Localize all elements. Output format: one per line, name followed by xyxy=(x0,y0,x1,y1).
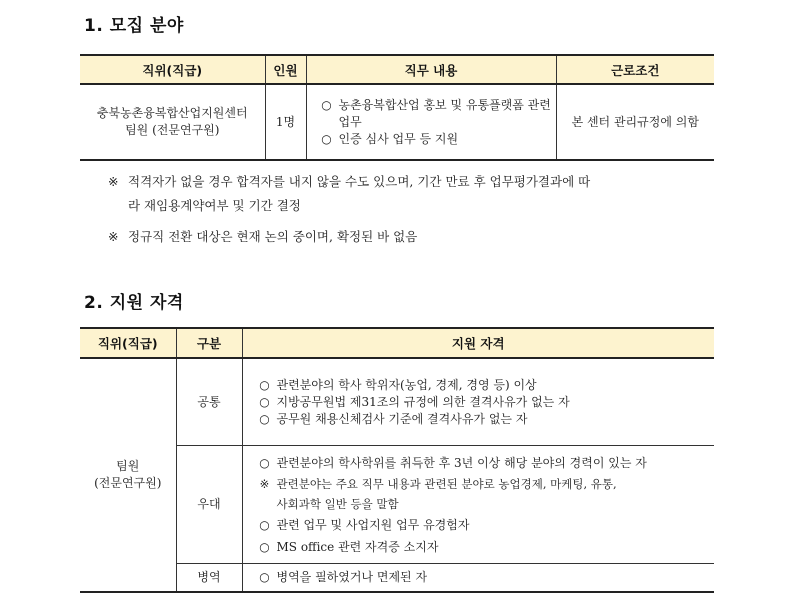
category-military: 병역 xyxy=(176,564,242,593)
header-position: 직위(직급) xyxy=(80,328,176,358)
position-subtitle: (전문연구원) xyxy=(94,476,162,490)
header-category: 구분 xyxy=(176,328,242,358)
military-items-cell xyxy=(242,564,714,593)
circle-bullet-icon: ○ xyxy=(259,570,270,584)
table-row xyxy=(80,84,714,160)
list-item: ○ 관련분야의 학사 학위자(농업, 경제, 경영 등) 이상 xyxy=(257,377,715,394)
count-cell: 1명 xyxy=(265,84,306,160)
position-title: 팀원 (전문연구원) xyxy=(125,123,220,137)
list-item: ○ MS office 관련 자격증 소지자 xyxy=(257,536,715,558)
recruitment-table xyxy=(80,54,714,161)
section-2-title: 2. 지원 자격 xyxy=(84,293,184,313)
table-header-row xyxy=(80,55,714,84)
position-org: 충북농촌융복합산업지원센터 xyxy=(96,106,248,120)
preferred-items-cell xyxy=(242,446,714,564)
reference-mark-icon: ※ xyxy=(259,476,270,491)
position-cell xyxy=(80,84,265,160)
circle-bullet-icon: ○ xyxy=(259,455,270,470)
category-preferred: 우대 xyxy=(176,446,242,564)
circle-bullet-icon: ○ xyxy=(259,517,270,532)
circle-bullet-icon: ○ xyxy=(259,394,270,409)
qualification-table xyxy=(80,327,714,593)
conditions-cell: 본 센터 관리규정에 의함 xyxy=(556,84,714,160)
circle-bullet-icon: ○ xyxy=(259,411,270,426)
section-1-title: 1. 모집 분야 xyxy=(84,16,184,36)
duty-item: ○ 인증 심사 업무 등 지원 xyxy=(319,131,556,148)
list-item: ○ 관련 업무 및 사업지원 업무 유경험자 xyxy=(257,514,715,536)
category-common: 공통 xyxy=(176,358,242,446)
header-count: 인원 xyxy=(265,55,306,84)
list-item: ※ 관련분야는 주요 직무 내용과 관련된 분야로 농업경제, 마케팅, 유통, 사회과학 일반 등을 말함 xyxy=(257,474,715,514)
note-2: ※ 정규직 전환 대상은 현재 논의 중이며, 확정된 바 없음 xyxy=(108,225,728,249)
table-row xyxy=(80,446,714,564)
circle-bullet-icon: ○ xyxy=(321,131,332,146)
table-header-row xyxy=(80,328,714,358)
position-title: 팀원 xyxy=(116,459,140,473)
list-item: ○ 병역을 필하였거나 면제된 자 xyxy=(257,569,715,586)
common-items-cell xyxy=(242,358,714,446)
table-row xyxy=(80,564,714,593)
list-item: ○ 지방공무원법 제31조의 규정에 의한 결격사유가 없는 자 xyxy=(257,394,715,411)
note-1: ※ 적격자가 없을 경우 합격자를 내지 않을 수도 있으며, 기간 만료 후 업무평가결과에 따 라 재임용계약여부 및 기간 결정 xyxy=(108,170,728,218)
position-cell xyxy=(80,358,176,592)
circle-bullet-icon: ○ xyxy=(321,97,332,112)
header-duties: 직무 내용 xyxy=(306,55,556,84)
table-row xyxy=(80,358,714,446)
header-qualification: 지원 자격 xyxy=(242,328,714,358)
list-item: ○ 공무원 채용신체검사 기준에 결격사유가 없는 자 xyxy=(257,411,715,428)
circle-bullet-icon: ○ xyxy=(259,377,270,392)
duties-cell xyxy=(306,84,556,160)
header-conditions: 근로조건 xyxy=(556,55,714,84)
reference-mark-icon: ※ xyxy=(108,229,119,244)
list-item: ○ 관련분야의 학사학위를 취득한 후 3년 이상 해당 분야의 경력이 있는 자 xyxy=(257,452,715,474)
duty-item: ○ 농촌융복합산업 홍보 및 유통플랫폼 관련 업무 xyxy=(319,97,556,131)
reference-mark-icon: ※ xyxy=(108,174,119,189)
circle-bullet-icon: ○ xyxy=(259,539,270,554)
header-position: 직위(직급) xyxy=(80,55,265,84)
